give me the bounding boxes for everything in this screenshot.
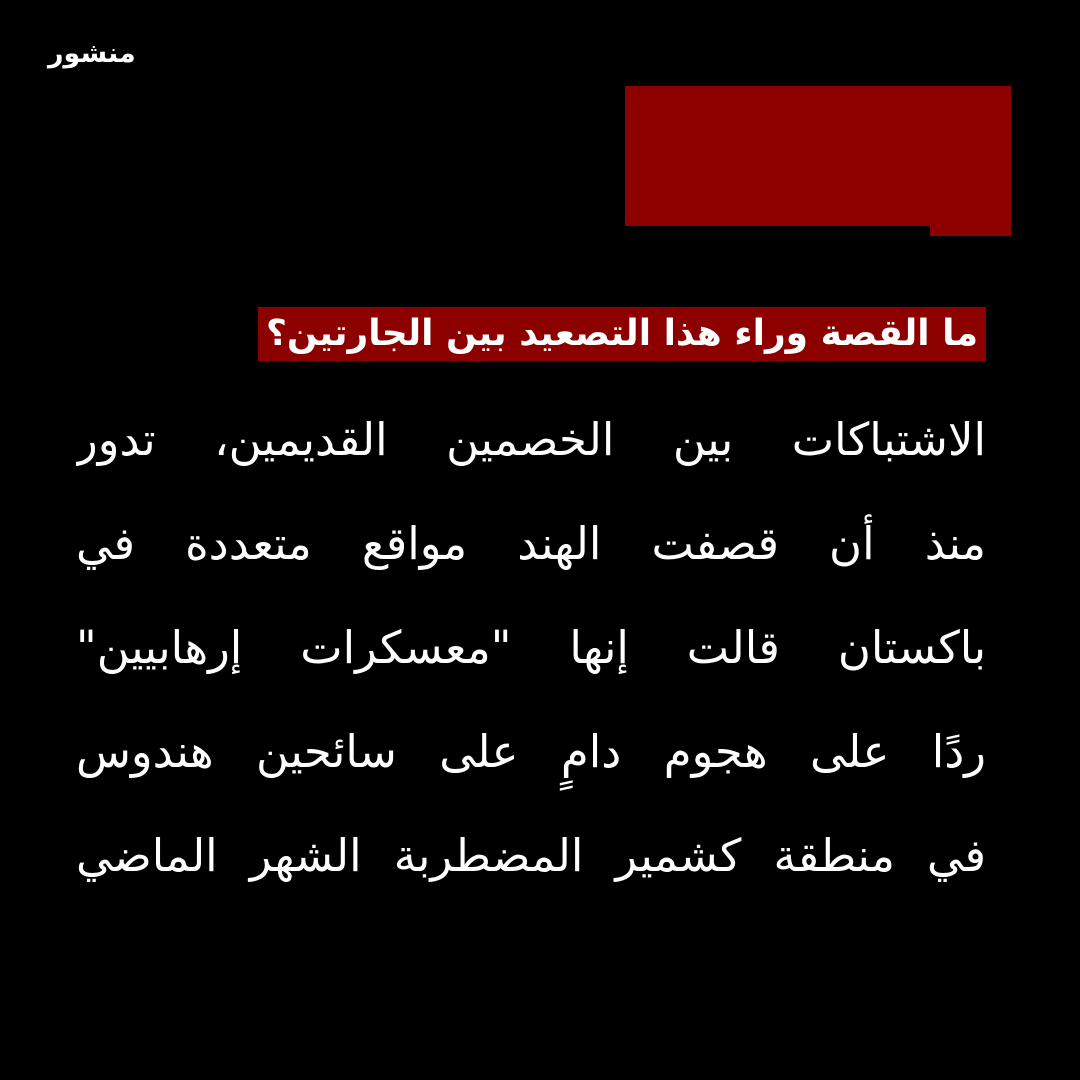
body-line-4: ردًا على هجوم دامٍ على سائحين هندوس [76,725,986,778]
headline-container [86,307,986,367]
red-accent-tab [930,224,1011,236]
body-line-1: الاشتباكات بين الخصمين القديمين، تدور [76,413,986,466]
headline: ما القصة وراء هذا التصعيد بين الجارتين؟ [258,307,986,361]
body-paragraph [76,400,986,920]
red-accent-block [625,86,1011,226]
brand-logo: منشور [48,38,136,69]
body-line-2: منذ أن قصفت الهند مواقع متعددة في [76,517,986,570]
body-line-5: في منطقة كشمير المضطربة الشهر الماضي [76,829,986,882]
body-line-3: باكستان قالت إنها "معسكرات إرهابيين" [76,621,986,674]
